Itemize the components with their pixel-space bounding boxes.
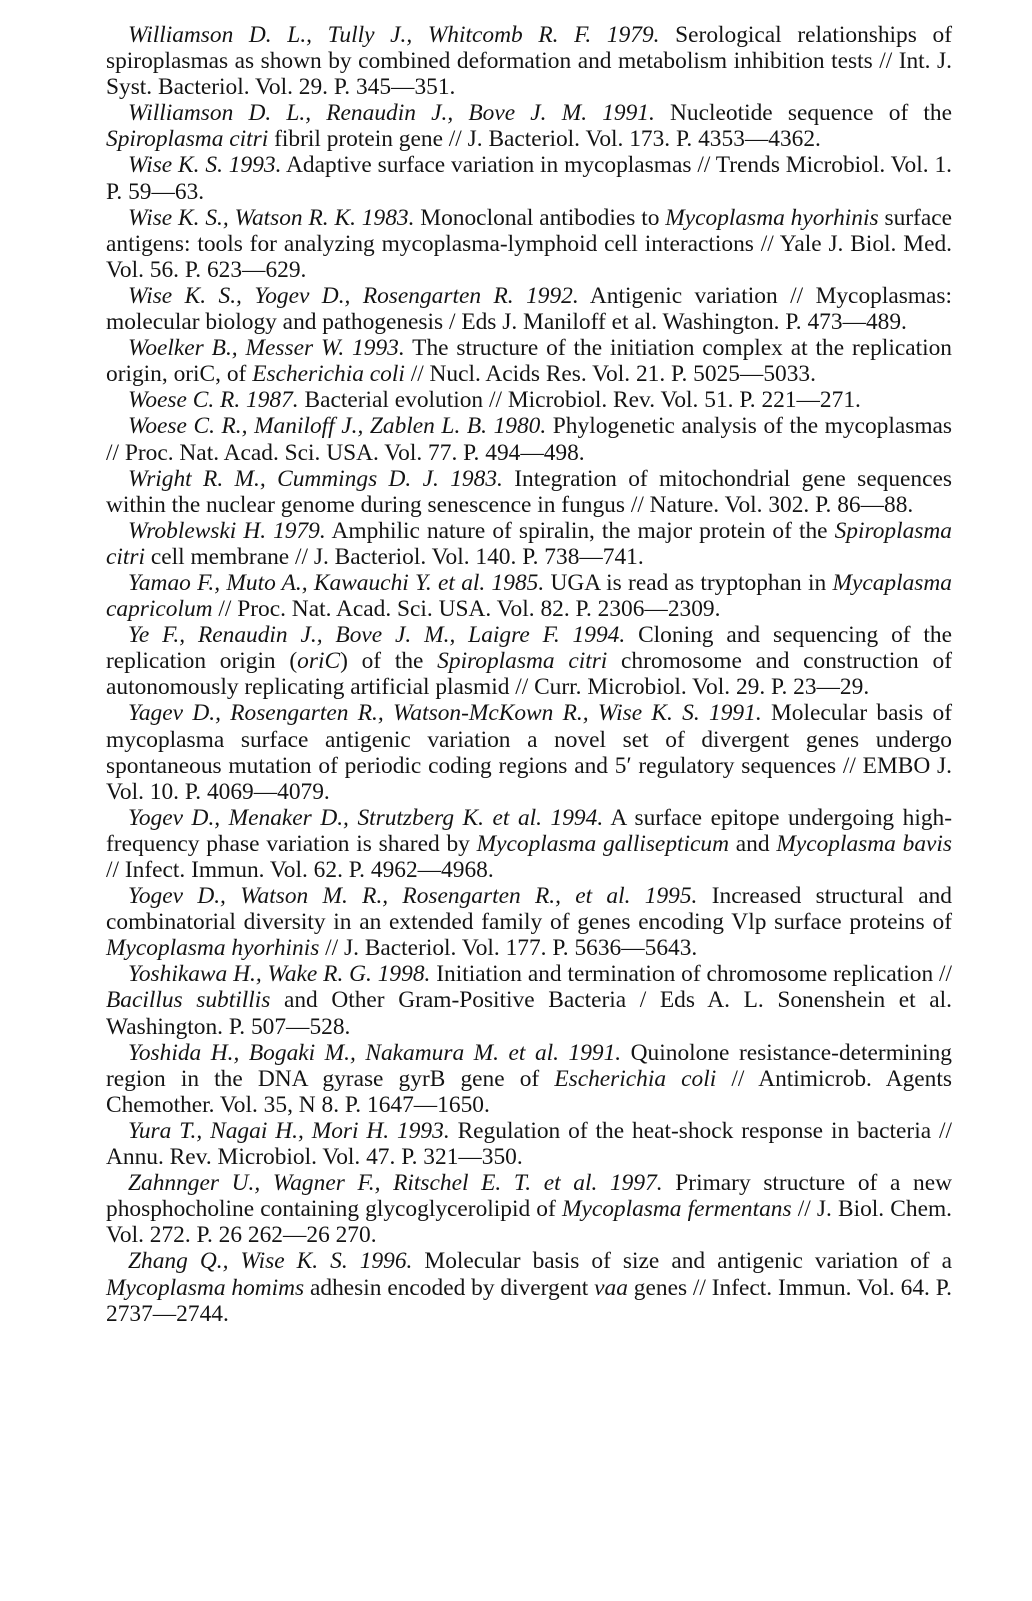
- reference-italic-term: Bacillus subtillis: [106, 987, 271, 1014]
- reference-entry: [106, 100, 952, 152]
- reference-text: Quinolone resistance-determining region in the DNA gyrase gyrB gene of: [106, 1039, 952, 1092]
- reference-text: Integration of mitochondrial gene sequences within the nuclear genome during senescence in fungus // Nature. Vol. 302. P. 86—88.: [106, 465, 952, 518]
- reference-italic-term: Mycoplasma bavis: [776, 830, 953, 857]
- reference-text: Antigenic variation // Mycoplasmas: molecular biology and pathogenesis / Eds J. Maniloff et al. Washington. P. 473—489.: [106, 282, 952, 336]
- reference-text: fibril protein gene // J. Bacteriol. Vol. 173. P. 4353—4362.: [268, 126, 821, 153]
- reference-entry: [106, 1040, 952, 1118]
- reference-authors: Zahnnger U., Wagner F., Ritschel E. T. et al. 1997.: [128, 1170, 663, 1197]
- reference-text: surface antigens: tools for analyzing mycoplasma-lymphoid cell interactions // Yale J. Biol. Med. Vol. 56. P. 623—629.: [106, 204, 952, 283]
- reference-authors: Yoshida H., Bogaki M., Nakamura M. et al. 1991.: [128, 1039, 622, 1066]
- reference-authors: Woese C. R., Maniloff J., Zablen L. B. 1980.: [128, 413, 547, 440]
- reference-text: genes // Infect. Immun. Vol. 64. P. 2737—2744.: [106, 1274, 953, 1327]
- reference-italic-term: Mycoplasma hyorhinis: [106, 935, 320, 962]
- reference-entry: [106, 387, 952, 413]
- reference-text: Molecular basis of size and antigenic variation of a: [412, 1248, 952, 1275]
- reference-text: adhesin encoded by divergent: [304, 1274, 595, 1301]
- reference-entry: [106, 570, 952, 622]
- reference-entry: [106, 700, 952, 804]
- reference-text: and: [728, 830, 777, 857]
- reference-text: A surface epitope undergoing high-frequency phase variation is shared by: [106, 804, 952, 857]
- reference-text: // Antimicrob. Agents Chemother. Vol. 35, N 8. P. 1647—1650.: [106, 1065, 952, 1118]
- reference-text: Initiation and termination of chromosome replication //: [430, 961, 952, 988]
- reference-italic-term: Mycoplasma homims: [106, 1274, 305, 1301]
- reference-entry: [106, 205, 952, 283]
- reference-text: // Infect. Immun. Vol. 62. P. 4962—4968.: [106, 857, 494, 883]
- reference-authors: Wise K. S., Watson R. K. 1983.: [128, 204, 415, 231]
- reference-italic-term: Mycoplasma gallisepticum: [476, 830, 729, 857]
- reference-entry: [106, 152, 952, 204]
- reference-entry: [106, 805, 952, 883]
- reference-text: cell membrane // J. Bacteriol. Vol. 140. P. 738—741.: [144, 543, 644, 570]
- reference-authors: Yoshikawa H., Wake R. G. 1998.: [128, 961, 431, 988]
- reference-text: // J. Biol. Chem. Vol. 272. P. 26 262—26 270.: [106, 1196, 952, 1249]
- reference-entry: [106, 1170, 952, 1248]
- reference-text: Serological relationships of spiroplasmas as shown by combined deformation and metabolism inhibition tests // Int. J. Syst. Bacteriol. Vol. 29. P. 345—351.: [106, 22, 952, 101]
- reference-italic-term: Spiroplasma citri: [437, 648, 608, 675]
- reference-text: and Other Gram-Positive Bacteria / Eds A. L. Sonenshein et al. Washington. P. 507—528.: [106, 987, 952, 1040]
- reference-authors: Williamson D. L., Renaudin J., Bove J. M. 1991.: [128, 100, 655, 127]
- reference-authors: Woelker B., Messer W. 1993.: [128, 335, 405, 362]
- reference-authors: Yagev D., Rosengarten R., Watson-McKown R., Wise K. S. 1991.: [128, 700, 762, 727]
- reference-text: Molecular basis of mycoplasma surface antigenic variation a novel set of divergent genes undergo spontaneous mutation of periodic coding regions and 5′ regulatory sequences // EMBO J. Vol. 10. P. 4069—4079.: [106, 700, 952, 805]
- reference-italic-term: oriC: [297, 648, 341, 675]
- reference-entry: [106, 1248, 952, 1326]
- reference-italic-term: Mycaplasma capricolum: [106, 569, 952, 623]
- reference-entry: [106, 883, 952, 961]
- reference-entry: [106, 466, 952, 518]
- reference-text: Amphilic nature of spiralin, the major protein of the: [325, 517, 835, 544]
- reference-text: Adaptive surface variation in mycoplasmas // Trends Microbiol. Vol. 1. P. 59—63.: [106, 152, 952, 205]
- reference-text: Regulation of the heat-shock response in bacteria // Annu. Rev. Microbiol. Vol. 47. P. 321—350.: [106, 1117, 952, 1171]
- reference-authors: Yogev D., Watson M. R., Rosengarten R., et al. 1995.: [128, 883, 698, 910]
- reference-italic-term: Escherichia coli: [554, 1065, 717, 1092]
- reference-text: Bacterial evolution // Microbiol. Rev. Vol. 51. P. 221—271.: [298, 387, 861, 414]
- reference-authors: Ye F., Renaudin J., Bove J. M., Laigre F. 1994.: [128, 622, 626, 649]
- reference-text: The structure of the initiation complex at the replication origin, oriC, of: [106, 335, 952, 388]
- reference-entry: [106, 518, 952, 570]
- reference-text: Primary structure of a new phosphocholine containing glycoglycerolipid of: [106, 1170, 953, 1223]
- reference-authors: Wroblewski H. 1979.: [128, 517, 326, 544]
- reference-italic-term: Spiroplasma citri: [106, 126, 269, 153]
- reference-text: chromosome and construction of autonomously replicating artificial plasmid // Curr. Microbiol. Vol. 29. P. 23—29.: [106, 648, 952, 701]
- reference-authors: Wise K. S., Yogev D., Rosengarten R. 1992.: [128, 282, 579, 309]
- reference-italic-term: Mycoplasma fermentans: [561, 1196, 792, 1223]
- reference-entry: [106, 413, 952, 465]
- reference-entry: [106, 283, 952, 335]
- reference-authors: Yogev D., Menaker D., Strutzberg K. et al. 1994.: [128, 804, 604, 831]
- reference-authors: Wise K. S. 1993.: [128, 152, 282, 179]
- reference-entry: [106, 961, 952, 1039]
- reference-entry: [106, 1118, 952, 1170]
- reference-authors: Yura T., Nagai H., Mori H. 1993.: [128, 1117, 450, 1144]
- reference-text: ) of the: [340, 648, 438, 675]
- reference-text: Phylogenetic analysis of the mycoplasmas // Proc. Nat. Acad. Sci. USA. Vol. 77. P. 494—498.: [106, 413, 952, 466]
- reference-italic-term: vaa: [594, 1274, 628, 1301]
- reference-list: [106, 22, 952, 1327]
- reference-text: // Proc. Nat. Acad. Sci. USA. Vol. 82. P. 2306—2309.: [212, 596, 721, 623]
- reference-text: // J. Bacteriol. Vol. 177. P. 5636—5643.: [319, 935, 698, 962]
- reference-entry: [106, 335, 952, 387]
- reference-italic-term: Escherichia coli: [252, 361, 405, 388]
- reference-entry: [106, 622, 952, 700]
- reference-text: UGA is read as tryptophan in: [544, 569, 833, 596]
- reference-italic-term: Mycoplasma hyorhinis: [665, 204, 879, 231]
- reference-authors: Williamson D. L., Tully J., Whitcomb R. F. 1979.: [128, 22, 660, 48]
- reference-text: // Nucl. Acids Res. Vol. 21. P. 5025—5033.: [404, 361, 816, 388]
- reference-authors: Wright R. M., Cummings D. J. 1983.: [128, 465, 503, 492]
- reference-authors: Woese C. R. 1987.: [128, 387, 299, 414]
- reference-authors: Yamao F., Muto A., Kawauchi Y. et al. 1985.: [128, 569, 545, 596]
- reference-text: Increased structural and combinatorial diversity in an extended family of genes encoding Vlp surface proteins of: [106, 883, 953, 936]
- reference-entry: [106, 22, 952, 100]
- reference-text: Monoclonal antibodies to: [414, 204, 666, 231]
- reference-text: Cloning and sequencing of the replication origin (: [106, 622, 952, 675]
- reference-text: Nucleotide sequence of the: [654, 100, 952, 127]
- reference-authors: Zhang Q., Wise K. S. 1996.: [128, 1248, 413, 1275]
- reference-italic-term: Spiroplasma citri: [106, 517, 952, 570]
